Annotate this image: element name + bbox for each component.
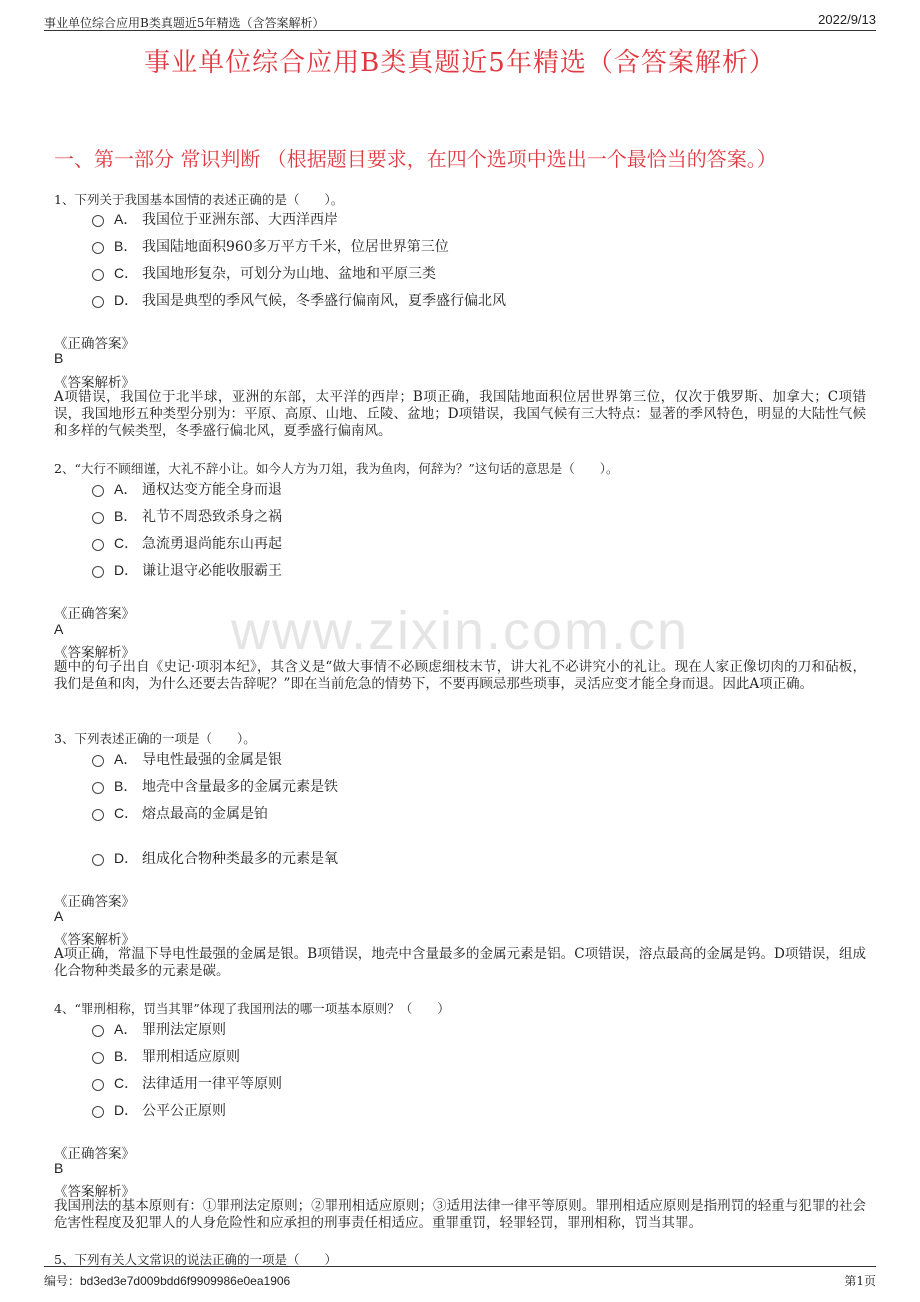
option-item[interactable]: D． 组成化合物种类最多的元素是氧 [92, 848, 338, 868]
option-item[interactable]: B． 罪刑相适应原则 [92, 1046, 240, 1066]
footer-page-number: 第1页 [844, 1274, 876, 1288]
option-item[interactable]: A． 通权达变方能全身而退 [92, 479, 282, 499]
option-item[interactable]: A． 我国位于亚洲东部、大西洋西岸 [92, 209, 338, 229]
analysis-text: 题中的句子出自《史记·项羽本纪》，其含义是“做大事情不必顾虑细枝末节，讲大礼不必讲究小的礼让。现在人家正像切肉的刀和砧板，我们是鱼和肉，为什么还要去告辞呢？”即在当前危急的情势下，不要再顾忌那些琐事，灵活应变才能全身而退。因此A项正确。 [54, 659, 866, 692]
radio-icon[interactable] [92, 755, 104, 767]
answer-label: 《正确答案》 [54, 1146, 135, 1162]
option-item[interactable]: B． 礼节不周恐致杀身之祸 [92, 506, 282, 526]
answer-label: 《正确答案》 [54, 606, 135, 622]
radio-icon[interactable] [92, 485, 104, 497]
header-doc-title: 事业单位综合应用B类真题近5年精选（含答案解析） [44, 16, 325, 30]
analysis-label: 《答案解析》 [54, 932, 135, 948]
radio-icon[interactable] [92, 809, 104, 821]
option-item[interactable]: B． 我国陆地面积960多万平方千米，位居世界第三位 [92, 236, 449, 256]
question-stem: 4、“罪刑相称，罚当其罪”体现了我国刑法的哪一项基本原则？（ ） [54, 1001, 450, 1016]
radio-icon[interactable] [92, 296, 104, 308]
radio-icon[interactable] [92, 215, 104, 227]
option-item[interactable]: A． 罪刑法定原则 [92, 1019, 226, 1039]
section-heading: 一、第一部分 常识判断 （根据题目要求，在四个选项中选出一个最恰当的答案。） [54, 147, 777, 171]
option-item[interactable]: D． 我国是典型的季风气候，冬季盛行偏南风，夏季盛行偏北风 [92, 290, 506, 310]
analysis-text: 我国刑法的基本原则有：①罪刑法定原则；②罪刑相适应原则；③适用法律一律平等原则。罪刑相适应原则是指刑罚的轻重与犯罪的社会危害性程度及犯罪人的人身危险性和应承担的刑事责任相适应。重罪重罚，轻罪轻罚，罪刑相称，罚当其罪。 [54, 1198, 866, 1231]
option-item[interactable]: C． 急流勇退尚能东山再起 [92, 533, 282, 553]
radio-icon[interactable] [92, 269, 104, 281]
option-item[interactable]: A． 导电性最强的金属是银 [92, 749, 282, 769]
radio-icon[interactable] [92, 1025, 104, 1037]
radio-icon[interactable] [92, 1052, 104, 1064]
radio-icon[interactable] [92, 566, 104, 578]
correct-answer: A [54, 908, 64, 924]
correct-answer: B [54, 1160, 64, 1176]
analysis-label: 《答案解析》 [54, 375, 135, 391]
page-footer [44, 1266, 876, 1288]
correct-answer: A [54, 621, 64, 637]
answer-label: 《正确答案》 [54, 894, 135, 910]
radio-icon[interactable] [92, 242, 104, 254]
option-item[interactable]: D． 公平公正原则 [92, 1100, 226, 1120]
radio-icon[interactable] [92, 854, 104, 866]
question-stem: 3、下列表述正确的一项是（ ）。 [54, 731, 256, 746]
analysis-text: A项正确，常温下导电性最强的金属是银。B项错误，地壳中含量最多的金属元素是铝。C项错误，溶点最高的金属是钨。D项错误，组成化合物种类最多的元素是碳。 [54, 946, 866, 979]
radio-icon[interactable] [92, 512, 104, 524]
analysis-label: 《答案解析》 [54, 645, 135, 661]
question-stem: 1、下列关于我国基本国情的表述正确的是（ ）。 [54, 192, 344, 207]
correct-answer: B [54, 350, 64, 366]
radio-icon[interactable] [92, 539, 104, 551]
option-item[interactable]: C． 法律适用一律平等原则 [92, 1073, 282, 1093]
footer-doc-id: 编号：bd3ed3e7d009bdd6f9909986e0ea1906 [44, 1274, 291, 1288]
answer-label: 《正确答案》 [54, 336, 135, 352]
document-title: 事业单位综合应用B类真题近5年精选（含答案解析） [144, 48, 776, 78]
page-header [44, 10, 876, 31]
option-item[interactable]: C． 熔点最高的金属是铂 [92, 803, 268, 823]
next-question-stem-cut: 5、下列有关人文常识的说法正确的一项是（ ） [54, 1252, 337, 1267]
radio-icon[interactable] [92, 782, 104, 794]
radio-icon[interactable] [92, 1079, 104, 1091]
radio-icon[interactable] [92, 1106, 104, 1118]
option-item[interactable]: D． 谦让退守必能收服霸王 [92, 560, 282, 580]
option-item[interactable]: C． 我国地形复杂，可划分为山地、盆地和平原三类 [92, 263, 436, 283]
analysis-text: A项错误，我国位于北半球，亚洲的东部，太平洋的西岸；B项正确，我国陆地面积位居世界第三位，仅次于俄罗斯、加拿大；C项错误，我国地形五种类型分别为：平原、高原、山地、丘陵、盆地；D项错误，我国气候有三大特点：显著的季风特色，明显的大陆性气候和多样的气候类型，冬季盛行偏北风，夏季盛行偏南风。 [54, 389, 866, 439]
option-item[interactable]: B． 地壳中含量最多的金属元素是铁 [92, 776, 338, 796]
header-date: 2022/9/13 [818, 12, 876, 27]
question-stem: 2、“大行不顾细谨，大礼不辞小让。如今人方为刀俎，我为鱼肉，何辞为？”这句话的意思是（ ）。 [54, 461, 619, 476]
analysis-label: 《答案解析》 [54, 1184, 135, 1200]
watermark: www.zixin.com.cn [230, 601, 690, 661]
